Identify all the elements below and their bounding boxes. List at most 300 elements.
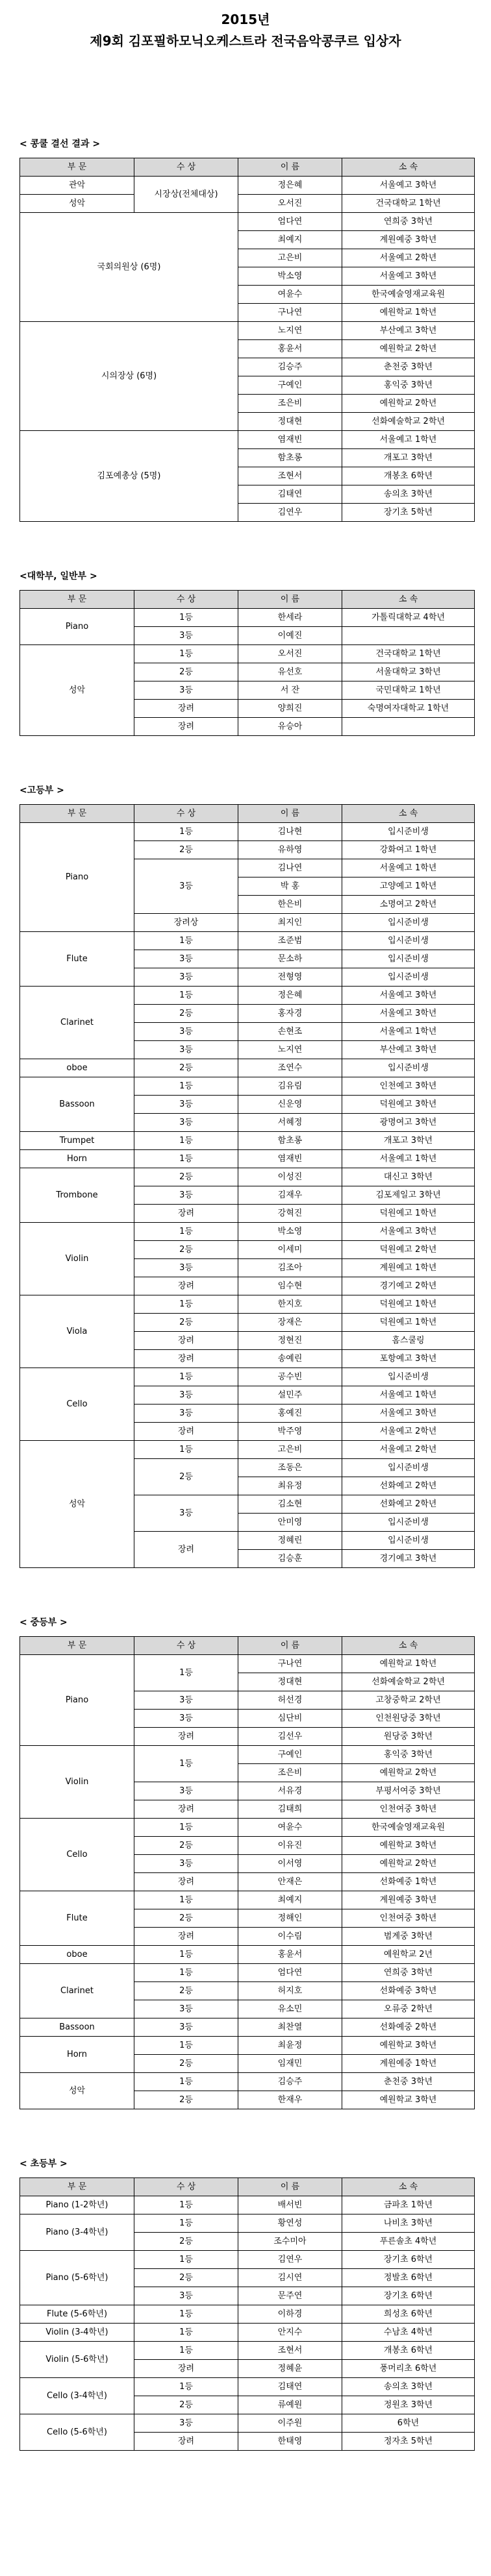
award-cell: 1등 — [134, 1150, 238, 1168]
award-cell: 장려 — [134, 1928, 238, 1946]
winner-name-cell: 염재빈 — [238, 1150, 342, 1168]
affiliation-cell: 예원학교 2학년 — [342, 395, 475, 413]
winner-name-cell: 박소영 — [238, 1223, 342, 1241]
winner-name-cell: 정은혜 — [238, 987, 342, 1005]
affiliation-cell: 서울예고 1학년 — [342, 431, 475, 449]
winner-name-cell: 한세라 — [238, 609, 342, 627]
division-cell: Bassoon — [20, 2018, 134, 2037]
division-cell: Clarinet — [20, 987, 134, 1059]
winner-name-cell: 공수빈 — [238, 1368, 342, 1386]
award-cell: 1등 — [134, 2305, 238, 2324]
affiliation-cell: 계원예고 1학년 — [342, 1259, 475, 1277]
affiliation-cell: 입시준비생 — [342, 1368, 475, 1386]
winner-name-cell: 안지수 — [238, 2324, 342, 2342]
winner-name-cell: 장재은 — [238, 1314, 342, 1332]
column-header-award: 수 상 — [134, 158, 238, 177]
table-row — [20, 1077, 475, 1096]
winner-name-cell: 서혜정 — [238, 1114, 342, 1132]
table-header-row — [20, 1637, 475, 1655]
winner-name-cell: 정은혜 — [238, 177, 342, 195]
winner-name-cell: 류예원 — [238, 2396, 342, 2414]
column-header-division: 부 문 — [20, 1637, 134, 1655]
table-row — [20, 1168, 475, 1186]
affiliation-cell: 가톨릭대학교 4학년 — [342, 609, 475, 627]
affiliation-cell: 희성초 6학년 — [342, 2305, 475, 2324]
affiliation-cell: 장기초 6학년 — [342, 2251, 475, 2269]
winner-name-cell: 이하경 — [238, 2305, 342, 2324]
affiliation-cell: 강화여고 1학년 — [342, 841, 475, 859]
award-cell: 2등 — [134, 2055, 238, 2073]
affiliation-cell: 덕원예고 1학년 — [342, 1205, 475, 1223]
award-cell: 1등 — [134, 1946, 238, 1964]
affiliation-cell: 입시준비생 — [342, 950, 475, 968]
award-cell: 1등 — [134, 1132, 238, 1150]
winner-name-cell: 구나연 — [238, 304, 342, 322]
affiliation-cell: 장기초 6학년 — [342, 2287, 475, 2305]
winner-name-cell: 정대현 — [238, 1673, 342, 1691]
winner-name-cell: 허지호 — [238, 1982, 342, 2000]
division-cell: 성악 — [20, 645, 134, 736]
award-cell: 1등 — [134, 2324, 238, 2342]
winner-name-cell: 양희진 — [238, 700, 342, 718]
column-header-affiliation: 소 속 — [342, 158, 475, 177]
division-cell: Flute (5-6학년) — [20, 2305, 134, 2324]
award-cell: 2등 — [134, 2233, 238, 2251]
award-cell: 3등 — [134, 1855, 238, 1873]
winner-name-cell: 김승주 — [238, 358, 342, 376]
affiliation-cell: 홍익중 3학년 — [342, 376, 475, 395]
affiliation-cell: 대신고 3학년 — [342, 1168, 475, 1186]
affiliation-cell: 서울예고 1학년 — [342, 859, 475, 877]
affiliation-cell: 6학년 — [342, 2414, 475, 2433]
award-cell: 3등 — [134, 950, 238, 968]
winner-name-cell: 김태연 — [238, 2378, 342, 2396]
award-cell: 1등 — [134, 1441, 238, 1459]
affiliation-cell: 포항예고 3학년 — [342, 1350, 475, 1368]
affiliation-cell: 소명여고 2학년 — [342, 896, 475, 914]
column-header-award: 수 상 — [134, 1637, 238, 1655]
winner-name-cell: 전형영 — [238, 968, 342, 987]
winner-name-cell: 정현진 — [238, 1332, 342, 1350]
affiliation-cell: 선화예중 3학년 — [342, 1982, 475, 2000]
prize-group-cell: 김포예총상 (5명) — [20, 431, 238, 522]
table-row — [20, 1746, 475, 1764]
winner-name-cell: 김선우 — [238, 1728, 342, 1746]
award-cell: 1등 — [134, 1655, 238, 1691]
column-header-affiliation: 소 속 — [342, 1637, 475, 1655]
division-cell: Violin (5-6학년) — [20, 2342, 134, 2378]
award-cell: 1등 — [134, 1077, 238, 1096]
table-row — [20, 195, 475, 213]
division-cell: oboe — [20, 1946, 134, 1964]
division-cell: Cello (3-4학년) — [20, 2378, 134, 2414]
award-cell: 2등 — [134, 2269, 238, 2287]
affiliation-cell: 예원학교 3학년 — [342, 1837, 475, 1855]
table-row — [20, 2251, 475, 2269]
prize-group-cell: 시의장상 (6명) — [20, 322, 238, 431]
award-cell: 1등 — [134, 1891, 238, 1909]
winner-name-cell: 김태연 — [238, 485, 342, 504]
affiliation-cell: 덕원예고 1학년 — [342, 1314, 475, 1332]
affiliation-cell: 정자초 5학년 — [342, 2433, 475, 2451]
winner-name-cell: 홍윤서 — [238, 1946, 342, 1964]
affiliation-cell: 서울예고 3학년 — [342, 1405, 475, 1423]
winner-name-cell: 오서진 — [238, 195, 342, 213]
column-header-division: 부 문 — [20, 591, 134, 609]
table-row — [20, 2037, 475, 2055]
table-row — [20, 431, 475, 449]
prize-group-cell: 국회의원상 (6명) — [20, 213, 238, 322]
winner-name-cell: 배서빈 — [238, 2196, 342, 2214]
winner-name-cell: 함초롱 — [238, 449, 342, 467]
award-cell: 장려 — [134, 1205, 238, 1223]
affiliation-cell: 개봉초 6학년 — [342, 2342, 475, 2360]
award-cell: 2등 — [134, 1982, 238, 2000]
affiliation-cell: 선화예중 2학년 — [342, 2018, 475, 2037]
affiliation-cell: 인천여중 3학년 — [342, 1909, 475, 1928]
affiliation-cell: 홍익중 3학년 — [342, 1746, 475, 1764]
affiliation-cell: 송의초 3학년 — [342, 485, 475, 504]
award-cell: 3등 — [134, 1259, 238, 1277]
winner-name-cell: 송예린 — [238, 1350, 342, 1368]
affiliation-cell: 풍머리초 6학년 — [342, 2360, 475, 2378]
award-cell: 3등 — [134, 2018, 238, 2037]
table-header-row — [20, 591, 475, 609]
affiliation-cell: 나비초 3학년 — [342, 2214, 475, 2233]
winner-name-cell: 박소영 — [238, 267, 342, 286]
division-cell: Cello — [20, 1819, 134, 1891]
results-table — [19, 2177, 475, 2451]
column-header-name: 이 름 — [238, 1637, 342, 1655]
table-row — [20, 2414, 475, 2433]
winner-name-cell: 한은비 — [238, 896, 342, 914]
table-row — [20, 1132, 475, 1150]
affiliation-cell — [342, 718, 475, 736]
affiliation-cell: 선화예중 1학년 — [342, 1873, 475, 1891]
affiliation-cell: 부산예고 3학년 — [342, 322, 475, 340]
affiliation-cell: 입시준비생 — [342, 1459, 475, 1477]
table-row — [20, 1223, 475, 1241]
affiliation-cell: 연희중 3학년 — [342, 1964, 475, 1982]
award-cell: 1등 — [134, 2251, 238, 2269]
award-cell: 3등 — [134, 1782, 238, 1800]
affiliation-cell: 홈스쿨링 — [342, 1332, 475, 1350]
table-row — [20, 1295, 475, 1314]
winner-name-cell: 최예지 — [238, 231, 342, 249]
affiliation-cell: 계원예중 1학년 — [342, 2055, 475, 2073]
award-cell: 장려 — [134, 1873, 238, 1891]
winner-name-cell: 김연우 — [238, 2251, 342, 2269]
award-cell: 1등 — [134, 2214, 238, 2233]
results-section — [19, 1613, 474, 2109]
affiliation-cell: 서울예고 3학년 — [342, 987, 475, 1005]
winner-name-cell: 구나연 — [238, 1655, 342, 1673]
winner-name-cell: 박주영 — [238, 1423, 342, 1441]
affiliation-cell: 푸른솔초 4학년 — [342, 2233, 475, 2251]
award-cell: 장려 — [134, 2360, 238, 2378]
winner-name-cell: 문소하 — [238, 950, 342, 968]
finals-table-container — [19, 158, 474, 522]
winner-name-cell: 이성진 — [238, 1168, 342, 1186]
award-cell: 장려 — [134, 700, 238, 718]
winner-name-cell: 박 홍 — [238, 877, 342, 896]
winner-name-cell: 홍예진 — [238, 1405, 342, 1423]
award-cell: 1등 — [134, 2378, 238, 2396]
division-cell: Piano — [20, 1655, 134, 1746]
division-cell: Violin — [20, 1746, 134, 1819]
award-cell: 1등 — [134, 1223, 238, 1241]
winner-name-cell: 한태영 — [238, 2433, 342, 2451]
award-cell: 3등 — [134, 681, 238, 700]
table-row — [20, 645, 475, 663]
affiliation-cell: 예원학교 2학년 — [342, 1855, 475, 1873]
winner-name-cell: 정대현 — [238, 413, 342, 431]
award-cell: 3등 — [134, 1096, 238, 1114]
winner-name-cell: 심단비 — [238, 1710, 342, 1728]
winner-name-cell: 여윤수 — [238, 1819, 342, 1837]
affiliation-cell: 입시준비생 — [342, 932, 475, 950]
award-cell: 2등 — [134, 841, 238, 859]
affiliation-cell: 고양예고 1학년 — [342, 877, 475, 896]
winner-name-cell: 김나현 — [238, 823, 342, 841]
winner-name-cell: 김연우 — [238, 504, 342, 522]
winner-name-cell: 이서영 — [238, 1855, 342, 1873]
affiliation-cell: 입시준비생 — [342, 968, 475, 987]
award-cell: 시장상(전체대상) — [134, 177, 238, 213]
column-header-affiliation: 소 속 — [342, 2178, 475, 2196]
column-header-award: 수 상 — [134, 2178, 238, 2196]
affiliation-cell: 서울예고 2학년 — [342, 1423, 475, 1441]
winner-name-cell: 유선호 — [238, 663, 342, 681]
affiliation-cell: 춘천중 3학년 — [342, 358, 475, 376]
affiliation-cell: 입시준비생 — [342, 1532, 475, 1550]
winner-name-cell: 김승주 — [238, 2073, 342, 2091]
award-cell: 1등 — [134, 1746, 238, 1782]
winner-name-cell: 이세미 — [238, 1241, 342, 1259]
winner-name-cell: 염재빈 — [238, 431, 342, 449]
award-cell: 3등 — [134, 1710, 238, 1728]
sections-container — [0, 567, 491, 2451]
table-row — [20, 1368, 475, 1386]
award-cell: 2등 — [134, 1837, 238, 1855]
winner-name-cell: 김유림 — [238, 1077, 342, 1096]
affiliation-cell: 춘천중 3학년 — [342, 2073, 475, 2091]
table-row — [20, 1964, 475, 1982]
division-cell: Violin (3-4학년) — [20, 2324, 134, 2342]
award-cell: 3등 — [134, 2287, 238, 2305]
affiliation-cell: 고창중학교 2학년 — [342, 1691, 475, 1710]
division-cell: Flute — [20, 1891, 134, 1946]
award-cell: 3등 — [134, 1691, 238, 1710]
column-header-affiliation: 소 속 — [342, 591, 475, 609]
winner-name-cell: 조은비 — [238, 1764, 342, 1782]
winner-name-cell: 손현조 — [238, 1023, 342, 1041]
column-header-name: 이 름 — [238, 591, 342, 609]
affiliation-cell: 건국대학교 1학년 — [342, 195, 475, 213]
award-cell: 장려 — [134, 1423, 238, 1441]
affiliation-cell: 예원학교 3학년 — [342, 2037, 475, 2055]
table-header-row — [20, 2178, 475, 2196]
affiliation-cell: 수남초 4학년 — [342, 2324, 475, 2342]
division-cell: Cello (5-6학년) — [20, 2414, 134, 2451]
affiliation-cell: 덕원예고 3학년 — [342, 1096, 475, 1114]
affiliation-cell: 개봉초 6학년 — [342, 467, 475, 485]
award-cell: 장려 — [134, 1350, 238, 1368]
results-table — [19, 1636, 475, 2109]
winner-name-cell: 유하영 — [238, 841, 342, 859]
section-label: < 중등부 > — [19, 1617, 68, 1628]
winner-name-cell: 김소현 — [238, 1495, 342, 1514]
winner-name-cell: 홍자경 — [238, 1005, 342, 1023]
affiliation-cell: 부산예고 3학년 — [342, 1041, 475, 1059]
winner-name-cell: 함초롱 — [238, 1132, 342, 1150]
winner-name-cell: 고은비 — [238, 1441, 342, 1459]
table-row — [20, 322, 475, 340]
award-cell: 1등 — [134, 823, 238, 841]
affiliation-cell: 한국예술영재교육원 — [342, 1819, 475, 1837]
winner-name-cell: 엄다연 — [238, 213, 342, 231]
table-row — [20, 2018, 475, 2037]
table-row — [20, 213, 475, 231]
affiliation-cell: 인천원당중 3학년 — [342, 1710, 475, 1728]
page-title: 제9회 김포필하모닉오케스트라 전국음악콩쿠르 입상자 — [90, 33, 401, 49]
affiliation-cell: 계원예중 3학년 — [342, 231, 475, 249]
winner-name-cell: 신운영 — [238, 1096, 342, 1114]
affiliation-cell: 서울예고 3학년 — [342, 1223, 475, 1241]
award-cell: 1등 — [134, 2073, 238, 2091]
results-section — [19, 2155, 474, 2451]
winner-name-cell: 문주연 — [238, 2287, 342, 2305]
table-row — [20, 987, 475, 1005]
award-cell: 장려 — [134, 1532, 238, 1568]
table-row — [20, 2378, 475, 2396]
affiliation-cell: 덕원예고 1학년 — [342, 1295, 475, 1314]
table-row — [20, 2324, 475, 2342]
winner-name-cell: 조은비 — [238, 395, 342, 413]
award-cell: 2등 — [134, 1005, 238, 1023]
results-section — [19, 567, 474, 736]
winner-name-cell: 이예진 — [238, 627, 342, 645]
award-cell: 3등 — [134, 1186, 238, 1205]
award-cell: 2등 — [134, 1459, 238, 1495]
affiliation-cell: 숙명여자대학교 1학년 — [342, 700, 475, 718]
division-cell: Clarinet — [20, 1964, 134, 2018]
affiliation-cell: 서울예고 1학년 — [342, 1386, 475, 1405]
award-cell: 장려상 — [134, 914, 238, 932]
affiliation-cell: 예원학교 2학년 — [342, 340, 475, 358]
page-year: 2015년 — [221, 12, 270, 27]
affiliation-cell: 건국대학교 1학년 — [342, 645, 475, 663]
winner-name-cell: 노지연 — [238, 1041, 342, 1059]
award-cell: 장려 — [134, 1277, 238, 1295]
column-header-affiliation: 소 속 — [342, 805, 475, 823]
affiliation-cell: 선화예술학교 2학년 — [342, 413, 475, 431]
results-table — [19, 804, 475, 1568]
division-cell: Trombone — [20, 1168, 134, 1223]
table-row — [20, 2342, 475, 2360]
winner-name-cell: 고은비 — [238, 249, 342, 267]
affiliation-cell: 서울예고 3학년 — [342, 267, 475, 286]
winner-name-cell: 정해인 — [238, 1909, 342, 1928]
winner-name-cell: 조현서 — [238, 2342, 342, 2360]
winner-name-cell: 한지호 — [238, 1295, 342, 1314]
award-cell: 1등 — [134, 1819, 238, 1837]
affiliation-cell — [342, 627, 475, 645]
affiliation-cell: 서울대학교 3학년 — [342, 663, 475, 681]
winner-name-cell: 서유경 — [238, 1782, 342, 1800]
affiliation-cell: 서울예고 3학년 — [342, 1005, 475, 1023]
division-cell: Piano (1-2학년) — [20, 2196, 134, 2214]
division-cell: Horn — [20, 2037, 134, 2073]
winner-name-cell: 여윤수 — [238, 286, 342, 304]
award-cell: 2등 — [134, 1241, 238, 1259]
division-cell: Bassoon — [20, 1077, 134, 1132]
table-header-row — [20, 805, 475, 823]
division-cell: 성악 — [20, 195, 134, 213]
table-row — [20, 1655, 475, 1673]
winner-name-cell: 강혁진 — [238, 1205, 342, 1223]
table-row — [20, 1059, 475, 1077]
winner-name-cell: 구예인 — [238, 1746, 342, 1764]
division-cell: Trumpet — [20, 1132, 134, 1150]
award-cell: 장려 — [134, 1800, 238, 1819]
finals-results-table — [19, 158, 475, 522]
affiliation-cell: 부평서여중 3학년 — [342, 1782, 475, 1800]
award-cell: 1등 — [134, 2342, 238, 2360]
award-cell: 3등 — [134, 2000, 238, 2018]
winner-name-cell: 노지연 — [238, 322, 342, 340]
winner-name-cell: 이주원 — [238, 2414, 342, 2433]
winner-name-cell: 유승아 — [238, 718, 342, 736]
winner-name-cell: 황연성 — [238, 2214, 342, 2233]
affiliation-cell: 한국예술영재교육원 — [342, 286, 475, 304]
division-cell: Viola — [20, 1295, 134, 1368]
affiliation-cell: 서울예고 2학년 — [342, 249, 475, 267]
winner-name-cell: 김승훈 — [238, 1550, 342, 1568]
affiliation-cell: 서울예고 3학년 — [342, 177, 475, 195]
award-cell: 3등 — [134, 1114, 238, 1132]
winner-name-cell: 서 잔 — [238, 681, 342, 700]
winner-name-cell: 오서진 — [238, 645, 342, 663]
award-cell: 3등 — [134, 1386, 238, 1405]
award-cell: 2등 — [134, 1909, 238, 1928]
winner-name-cell: 정혜린 — [238, 1532, 342, 1550]
award-cell: 1등 — [134, 1964, 238, 1982]
affiliation-cell: 입시준비생 — [342, 823, 475, 841]
division-cell: Piano (3-4학년) — [20, 2214, 134, 2251]
table-row — [20, 2073, 475, 2091]
winner-name-cell: 구예인 — [238, 376, 342, 395]
division-cell: Violin — [20, 1223, 134, 1295]
winner-name-cell: 최유정 — [238, 1477, 342, 1495]
winner-name-cell: 설민주 — [238, 1386, 342, 1405]
affiliation-cell: 예원학교 2년 — [342, 1946, 475, 1964]
award-cell: 1등 — [134, 932, 238, 950]
results-table — [19, 590, 475, 736]
table-row — [20, 823, 475, 841]
award-cell: 2등 — [134, 1314, 238, 1332]
affiliation-cell: 인천여중 3학년 — [342, 1800, 475, 1819]
division-cell: oboe — [20, 1059, 134, 1077]
winner-name-cell: 정혜윤 — [238, 2360, 342, 2378]
winner-name-cell: 김재우 — [238, 1186, 342, 1205]
affiliation-cell: 경기예고 3학년 — [342, 1550, 475, 1568]
column-header-division: 부 문 — [20, 805, 134, 823]
award-cell: 3등 — [134, 1023, 238, 1041]
award-cell: 장려 — [134, 1332, 238, 1350]
award-cell: 장려 — [134, 718, 238, 736]
winner-name-cell: 유소민 — [238, 2000, 342, 2018]
